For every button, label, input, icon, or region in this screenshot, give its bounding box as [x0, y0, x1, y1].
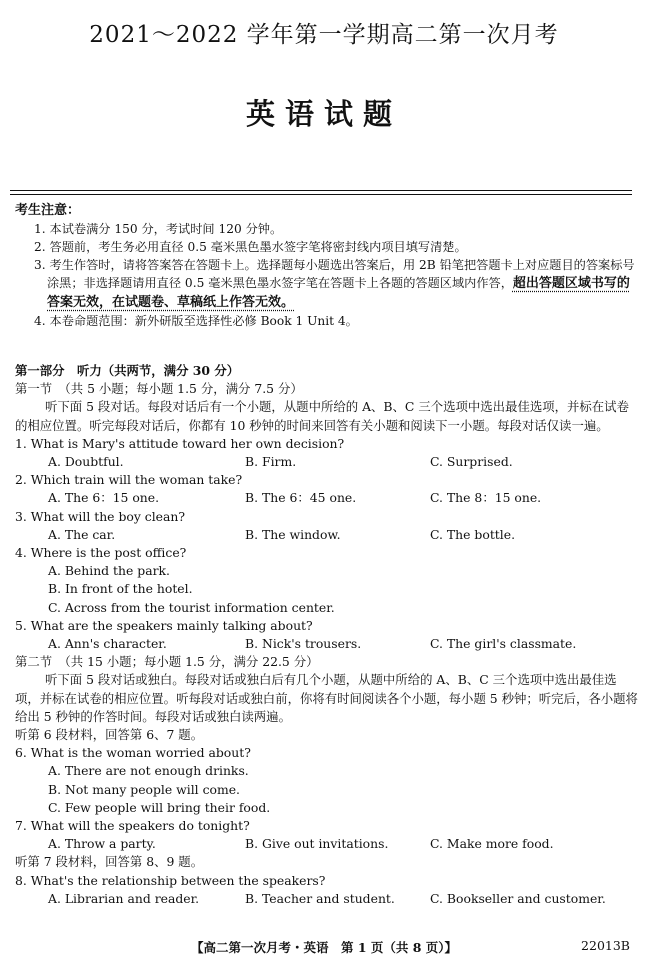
notice-item-3-text: 3. 考生作答时，请将答案答在答题卡上。选择题每小题选出答案后，用 2B 铅笔把答题卡上对应题目的答案标号涂黑；非选择题请用直径 0.5 毫米黑色墨水签字笔在答题卡上各题的答题区域内作答， — [34, 258, 635, 290]
option-a: A. Throw a party. — [48, 836, 156, 852]
option-b: B. The 6：45 one. — [245, 490, 357, 506]
question-text: 8. What's the relationship between the speakers? — [15, 872, 326, 888]
question-body — [15, 362, 639, 908]
option-c: C. Few people will bring their food. — [48, 799, 271, 815]
option-a: A. The 6：15 one. — [48, 490, 160, 506]
question-text: 3. What will the boy clean? — [15, 508, 186, 524]
option-a: A. Doubtful. — [48, 454, 124, 470]
option-b: B. Give out invitations. — [245, 836, 389, 852]
footer-code: 22013B — [581, 938, 630, 953]
option-a: A. The car. — [48, 526, 116, 542]
options-row — [15, 835, 639, 853]
header-divider — [10, 190, 632, 195]
notice-item-1: 1. 本试卷满分 150 分，考试时间 120 分钟。 — [34, 222, 283, 236]
option-a: A. Behind the park. — [48, 563, 170, 579]
options-row — [15, 453, 639, 471]
question-text: 2. Which train will the woman take? — [15, 472, 243, 488]
option-a: A. Librarian and reader. — [48, 890, 200, 906]
option-c: C. The 8：15 one. — [430, 490, 542, 506]
notice-heading: 考生注意： — [15, 203, 81, 218]
question-1 — [15, 435, 639, 471]
question-4 — [15, 544, 639, 617]
options-row — [15, 635, 639, 653]
option-b: B. The window. — [245, 526, 341, 542]
notice-item-3-emphasis: 超出答题区域书写的答案无效，在试题卷、草稿纸上作答无效。 — [47, 276, 630, 310]
option-c: C. The bottle. — [430, 526, 516, 542]
option-b: B. Nick's trousers. — [245, 636, 362, 652]
options-row — [15, 526, 639, 544]
footer-page-info: 【高二第一次月考・英语 第 1 页（共 8 页）】 — [190, 940, 458, 955]
notice-item-4: 4. 本卷命题范围：新外研版至选择性必修 Book 1 Unit 4。 — [34, 314, 358, 328]
options-row — [15, 489, 639, 507]
option-c: C. Bookseller and customer. — [430, 890, 606, 906]
question-text: 7. What will the speakers do tonight? — [15, 818, 250, 834]
option-c: C. The girl's classmate. — [430, 636, 577, 652]
option-c: C. Make more food. — [430, 836, 554, 852]
option-b: B. Not many people will come. — [48, 781, 241, 797]
question-7 — [15, 817, 639, 853]
section2-instructions: 听下面 5 段对话或独白。每段对话或独白后有几个小题，从题中所给的 A、B、C 三个选项中选出最佳选项，并标在试卷的相应位置。听每段对话或独白前，你将有时间阅读各个小题，每小题 5 秒钟；听完后，各小题将给出 5 秒钟的作答时间。每段对话或独白读两遍。 — [15, 672, 638, 724]
option-b: B. In front of the hotel. — [48, 581, 193, 597]
question-text: 6. What is the woman worried about? — [15, 745, 251, 761]
question-8 — [15, 872, 639, 908]
notice-item-2: 2. 答题前，考生务必用直径 0.5 毫米黑色墨水签字笔将密封线内项目填写清楚。 — [34, 240, 467, 254]
question-text: 1. What is Mary's attitude toward her own decision? — [15, 435, 345, 451]
page-footer — [0, 938, 648, 956]
section2-title: 第二节 （共 15 小题；每小题 1.5 分，满分 22.5 分） — [15, 654, 319, 670]
options-row — [15, 890, 639, 908]
question-text: 5. What are the speakers mainly talking about? — [15, 617, 313, 633]
question-3 — [15, 508, 639, 544]
section1-title: 第一节 （共 5 小题；每小题 1.5 分，满分 7.5 分） — [15, 381, 303, 397]
question-2 — [15, 471, 639, 507]
notice-section — [15, 202, 637, 330]
option-a: A. There are not enough drinks. — [48, 763, 249, 779]
option-b: B. Firm. — [245, 454, 297, 470]
question-5 — [15, 617, 639, 653]
option-b: B. Teacher and student. — [245, 890, 395, 906]
option-c: C. Surprised. — [430, 454, 513, 470]
material-7-note: 听第 7 段材料，回答第 8、9 题。 — [15, 854, 204, 870]
subject-title: 英语试题 — [245, 97, 402, 131]
notice-item-3 — [15, 256, 637, 312]
option-a: A. Ann's character. — [48, 636, 167, 652]
section1-instructions: 听下面 5 段对话。每段对话后有一个小题，从题中所给的 A、B、C 三个选项中选出最佳选项，并标在试卷的相应位置。听完每段对话后，你都有 10 秒钟的时间来回答有关小题和阅读下一小题。每段对话仅读一遍。 — [15, 399, 629, 433]
question-6 — [15, 744, 639, 817]
exam-title: 2021～2022 学年第一学期高二第一次月考 — [89, 22, 559, 48]
part1-title: 第一部分 听力（共两节，满分 30 分） — [15, 363, 240, 378]
option-c: C. Across from the tourist information center. — [48, 599, 335, 615]
question-text: 4. Where is the post office? — [15, 545, 187, 561]
material-6-note: 听第 6 段材料，回答第 6、7 题。 — [15, 727, 204, 743]
